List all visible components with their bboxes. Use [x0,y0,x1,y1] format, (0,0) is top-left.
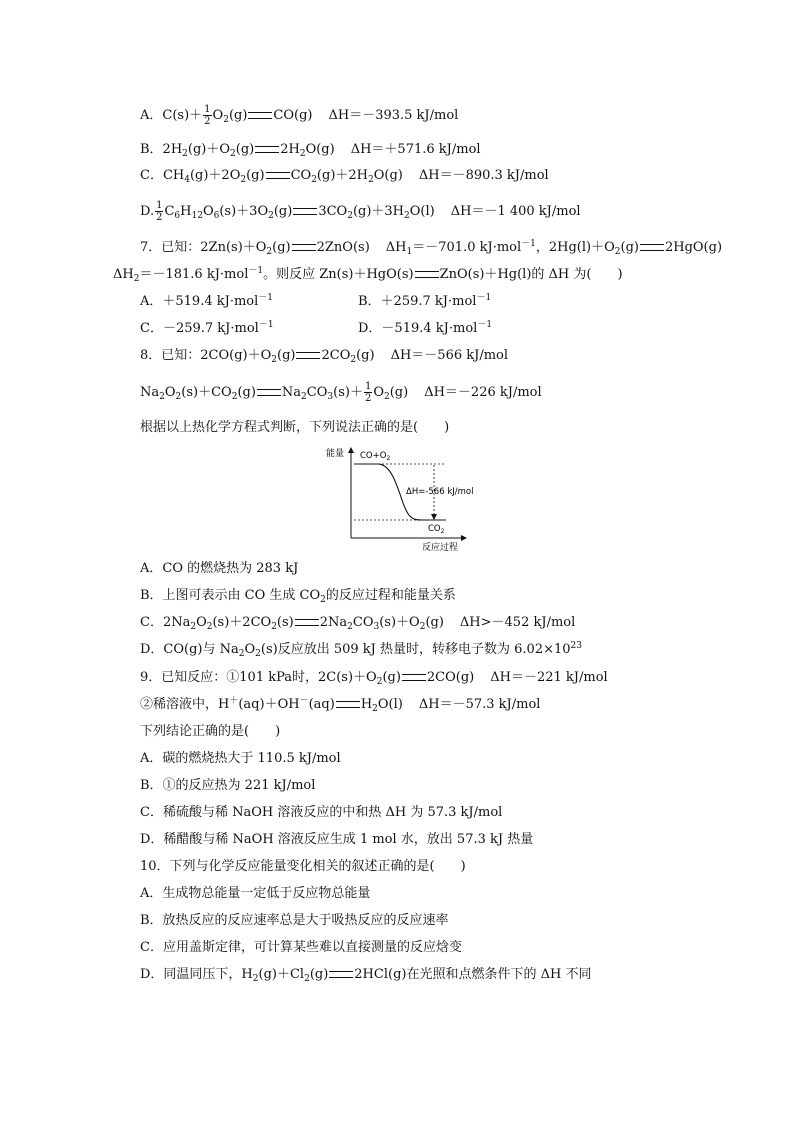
q8-option-b: B．上图可表示由 CO 生成 $CO_2$的反应过程和能量关系 [140,588,456,605]
delta-h-label: ΔH=-566 kJ/mol [406,487,474,497]
q7-option-d: D．－519.4 kJ·mol$^{-1}$ [358,320,493,336]
q10-option-b: B．放热反应的反应速率总是大于吸热反应的反应速率 [140,913,449,928]
q9-option-a: A．碳的燃烧热大于 110.5 kJ/mol [140,751,341,766]
q8-stem-line1: 8．已知：$2CO(g)+O_2(g)$ $2CO_2(g)$ ΔH＝－566 kJ/mol [140,348,509,365]
equals-sign [295,619,319,626]
equals-sign [257,389,281,396]
q9-stem-line1: 9．已知反应：①101 kPa时，$2C(s)+O_2(g)$ 2CO(g) ΔH＝－221 kJ/mol [140,670,608,687]
q6-option-b: B．$2H_2(g)+O_2(g)$ $2H_2O(g)$ ΔH＝＋571.6 kJ/mol [140,142,481,159]
equals-sign [329,971,353,978]
x-axis-label: 反应过程 [422,543,459,553]
equals-sign [255,146,279,153]
fraction-half: $\frac{1}{2}$ [156,200,163,223]
equals-sign [248,112,272,119]
q8-option-c: C．$2Na_2O_2(s)+2CO_2(s)$ $2Na_2CO_3(s)+O_2(g)$ ΔH>－452 kJ/mol [140,615,576,632]
q7-option-c: C．－259.7 kJ·mol$^{-1}$ [140,320,274,336]
q10-stem: 10．下列与化学反应能量变化相关的叙述正确的是( ) [140,859,466,874]
fraction-half: $\frac{1}{2}$ [204,104,211,127]
q8-option-a: A．CO 的燃烧热为 283 kJ [140,561,299,576]
equals-sign [296,352,320,359]
equals-sign [292,244,316,251]
energy-diagram [318,442,488,556]
q6-option-a: A．C(s)＋ $\frac{1}{2}$ $O_2(g)$ CO(g) ΔH＝－393.5 kJ/mol [140,104,459,127]
fraction-half: $\frac{1}{2}$ [364,381,372,404]
q10-option-d: D．同温同压下，$H_2(g)+Cl_2(g)$ 2HCl(g)在光照和点燃条件下的 ΔH 不同 [140,967,592,984]
q9-stem-line2: ②稀溶液中，H＋(aq)＋OH－(aq) $H_2O(l)$ ΔH＝－57.3 kJ/mol [140,696,541,714]
equals-sign [640,244,664,251]
delta-h-arrowhead [431,514,437,520]
q9-option-d: D．稀醋酸与稀 NaOH 溶液反应生成 1 mol 水，放出 57.3 kJ 热量 [140,832,534,847]
q7-stem-line2: $\Delta H_2=-181.6$ kJ·mol$^{-1}$。则反应 Zn(s)＋HgO(s) ZnO(s)＋Hg(l)的 ΔH 为( ) [113,266,623,284]
q10-option-a: A．生成物总能量一定低于反应物总能量 [140,886,371,901]
q9-option-c: C．稀硫酸与稀 NaOH 溶液反应的中和热 ΔH 为 57.3 kJ/mol [140,805,503,820]
q8-question: 根据以上热化学方程式判断，下列说法正确的是( ) [140,420,450,435]
q6-option-d: D. $\frac{1}{2}$ $C_6H_{12}O_6(s)+3O_2(g)$ $3CO_2(g)+3H_2O(l)$ ΔH＝－1 400 kJ/mol [140,200,581,223]
equals-sign [336,701,360,708]
q9-question: 下列结论正确的是( ) [140,724,281,739]
q7-option-a: A．＋519.4 kJ·mol$^{-1}$ [140,293,274,309]
q7-option-b: B．＋259.7 kJ·mol$^{-1}$ [358,293,492,309]
q10-option-c: C．应用盖斯定律，可计算某些难以直接测量的反应焓变 [140,940,462,955]
q9-option-b: B．①的反应热为 221 kJ/mol [140,778,316,793]
bottom-species-label: $CO_2$ [428,524,445,535]
equals-sign [402,674,426,681]
top-species-label: $CO+O_2$ [360,451,391,462]
q7-stem-line1: 7．已知：$2Zn(s)+O_2(g)$ 2ZnO(s) $\Delta H_1=-701.0$ kJ·mol$^{-1}$，$2Hg(l)+O_2(g)$ 2HgO(g) [140,239,723,257]
q6-option-c: C．$CH_4(g)+2O_2(g)$ $CO_2(g)+2H_2O(g)$ ΔH＝－890.3 kJ/mol [140,168,549,185]
y-axis-label: 能量 [326,449,345,459]
equals-sign [415,271,439,278]
q8-stem-line2: $Na_2O_2(s)+CO_2(g)$ $Na_2CO_3(s)+$ $\frac{1}{2}$ $O_2(g)$ ΔH＝－226 kJ/mol [140,381,542,404]
q8-option-d: D．CO(g)与 $Na_2O_2(s)$反应放出 509 kJ 热量时，转移电子数为 $6.02\times 10^{23}$ [140,641,582,659]
equals-sign [266,172,290,179]
equals-sign [293,208,317,215]
